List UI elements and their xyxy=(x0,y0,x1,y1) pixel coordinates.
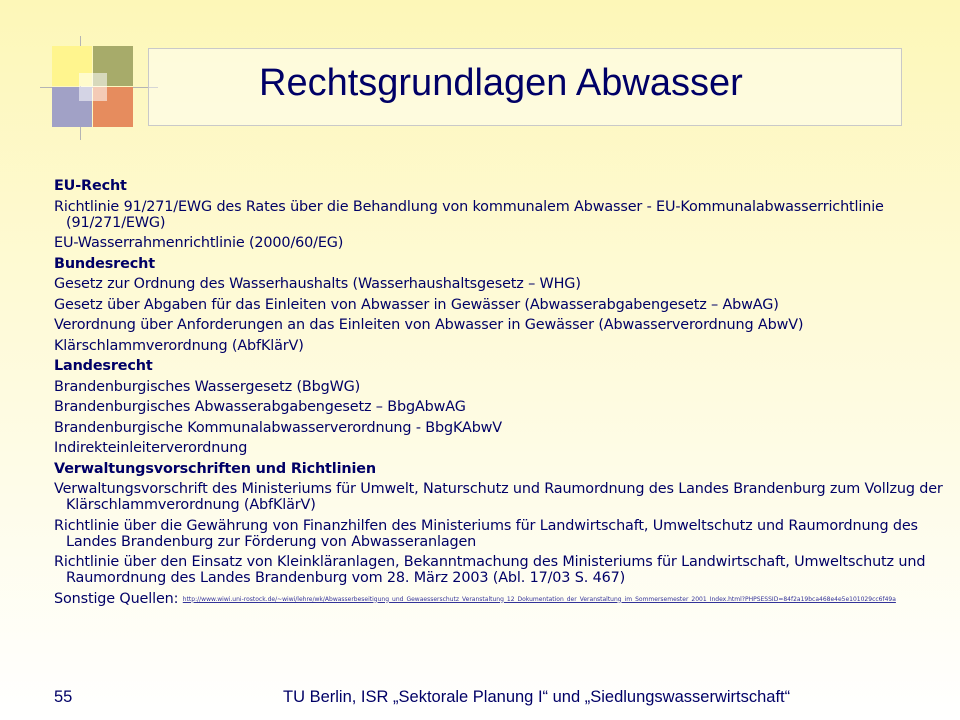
heading-landesrecht: Landesrecht xyxy=(54,358,153,374)
list-item: Richtlinie über den Einsatz von Kleinkläranlagen, Bekanntmachung des Ministeriums für Landwirtschaft, Umweltschutz und Raumordnung des Landes Brandenburg vom 28. März 2003 (Abl. 17/03 S. 467) xyxy=(54,554,926,586)
logo-square-center xyxy=(79,73,107,101)
list-item: EU-Wasserrahmenrichtlinie (2000/60/EG) xyxy=(54,235,344,251)
heading-eu-recht: EU-Recht xyxy=(54,178,127,194)
list-item: Gesetz über Abgaben für das Einleiten von Abwasser in Gewässer (Abwasserabgabengesetz – AbwAG) xyxy=(54,296,779,313)
footer-text: TU Berlin, ISR „Sektorale Planung I“ und „Siedlungswasserwirtschaft“ xyxy=(283,688,791,706)
slide-number: 55 xyxy=(54,688,73,706)
list-item: Brandenburgische Kommunalabwasserverordnung - BbgKAbwV xyxy=(54,419,503,436)
heading-verwaltungsvorschriften: Verwaltungsvorschriften und Richtlinien xyxy=(54,460,376,477)
sources-row xyxy=(54,591,954,608)
color-squares-logo xyxy=(52,46,134,128)
sources-label: Sonstige Quellen: xyxy=(54,590,179,607)
list-item: Klärschlammverordnung (AbfKlärV) xyxy=(54,337,304,354)
list-item: Brandenburgisches Abwasserabgabengesetz – BbgAbwAG xyxy=(54,399,466,415)
list-item: Gesetz zur Ordnung des Wasserhaushalts (Wasserhaushaltsgesetz – WHG) xyxy=(54,276,581,292)
list-item: Richtlinie 91/271/EWG des Rates über die Behandlung von kommunalem Abwasser - EU-Kommunalabwasserrichtlinie (91/271/EWG) xyxy=(54,198,884,231)
list-item: Richtlinie über die Gewährung von Finanzhilfen des Ministeriums für Landwirtschaft, Umweltschutz und Raumordnung des Landes Brandenburg zur Förderung von Abwasseranlagen xyxy=(54,517,918,550)
list-item: Indirekteinleiterverordnung xyxy=(54,440,248,456)
content-list xyxy=(54,178,954,612)
slide-title: Rechtsgrundlagen Abwasser xyxy=(259,62,743,104)
list-item: Brandenburgisches Wassergesetz (BbgWG) xyxy=(54,378,361,395)
list-item: Verwaltungsvorschrift des Ministeriums für Umwelt, Naturschutz und Raumordnung des Landes Brandenburg zum Vollzug der Klärschlammverordnung (AbfKlärV) xyxy=(54,481,943,513)
list-item: Verordnung über Anforderungen an das Einleiten von Abwasser in Gewässer (Abwasserverordnung AbwV) xyxy=(54,317,804,333)
sources-link[interactable]: http://www.wiwi.uni-rostock.de/~wiwi/lehre/wk/Abwasserbeseitigung_und_Gewaesserschutz_Veranstaltung_12_Dokumentation_der_Veranstaltung_im_Sommersemester_2001_Index.html?PHPSESSID=84f2a19bca468e4e5e101029cc6f49a xyxy=(182,595,896,603)
heading-bundesrecht: Bundesrecht xyxy=(54,255,155,272)
title-box xyxy=(148,48,902,126)
